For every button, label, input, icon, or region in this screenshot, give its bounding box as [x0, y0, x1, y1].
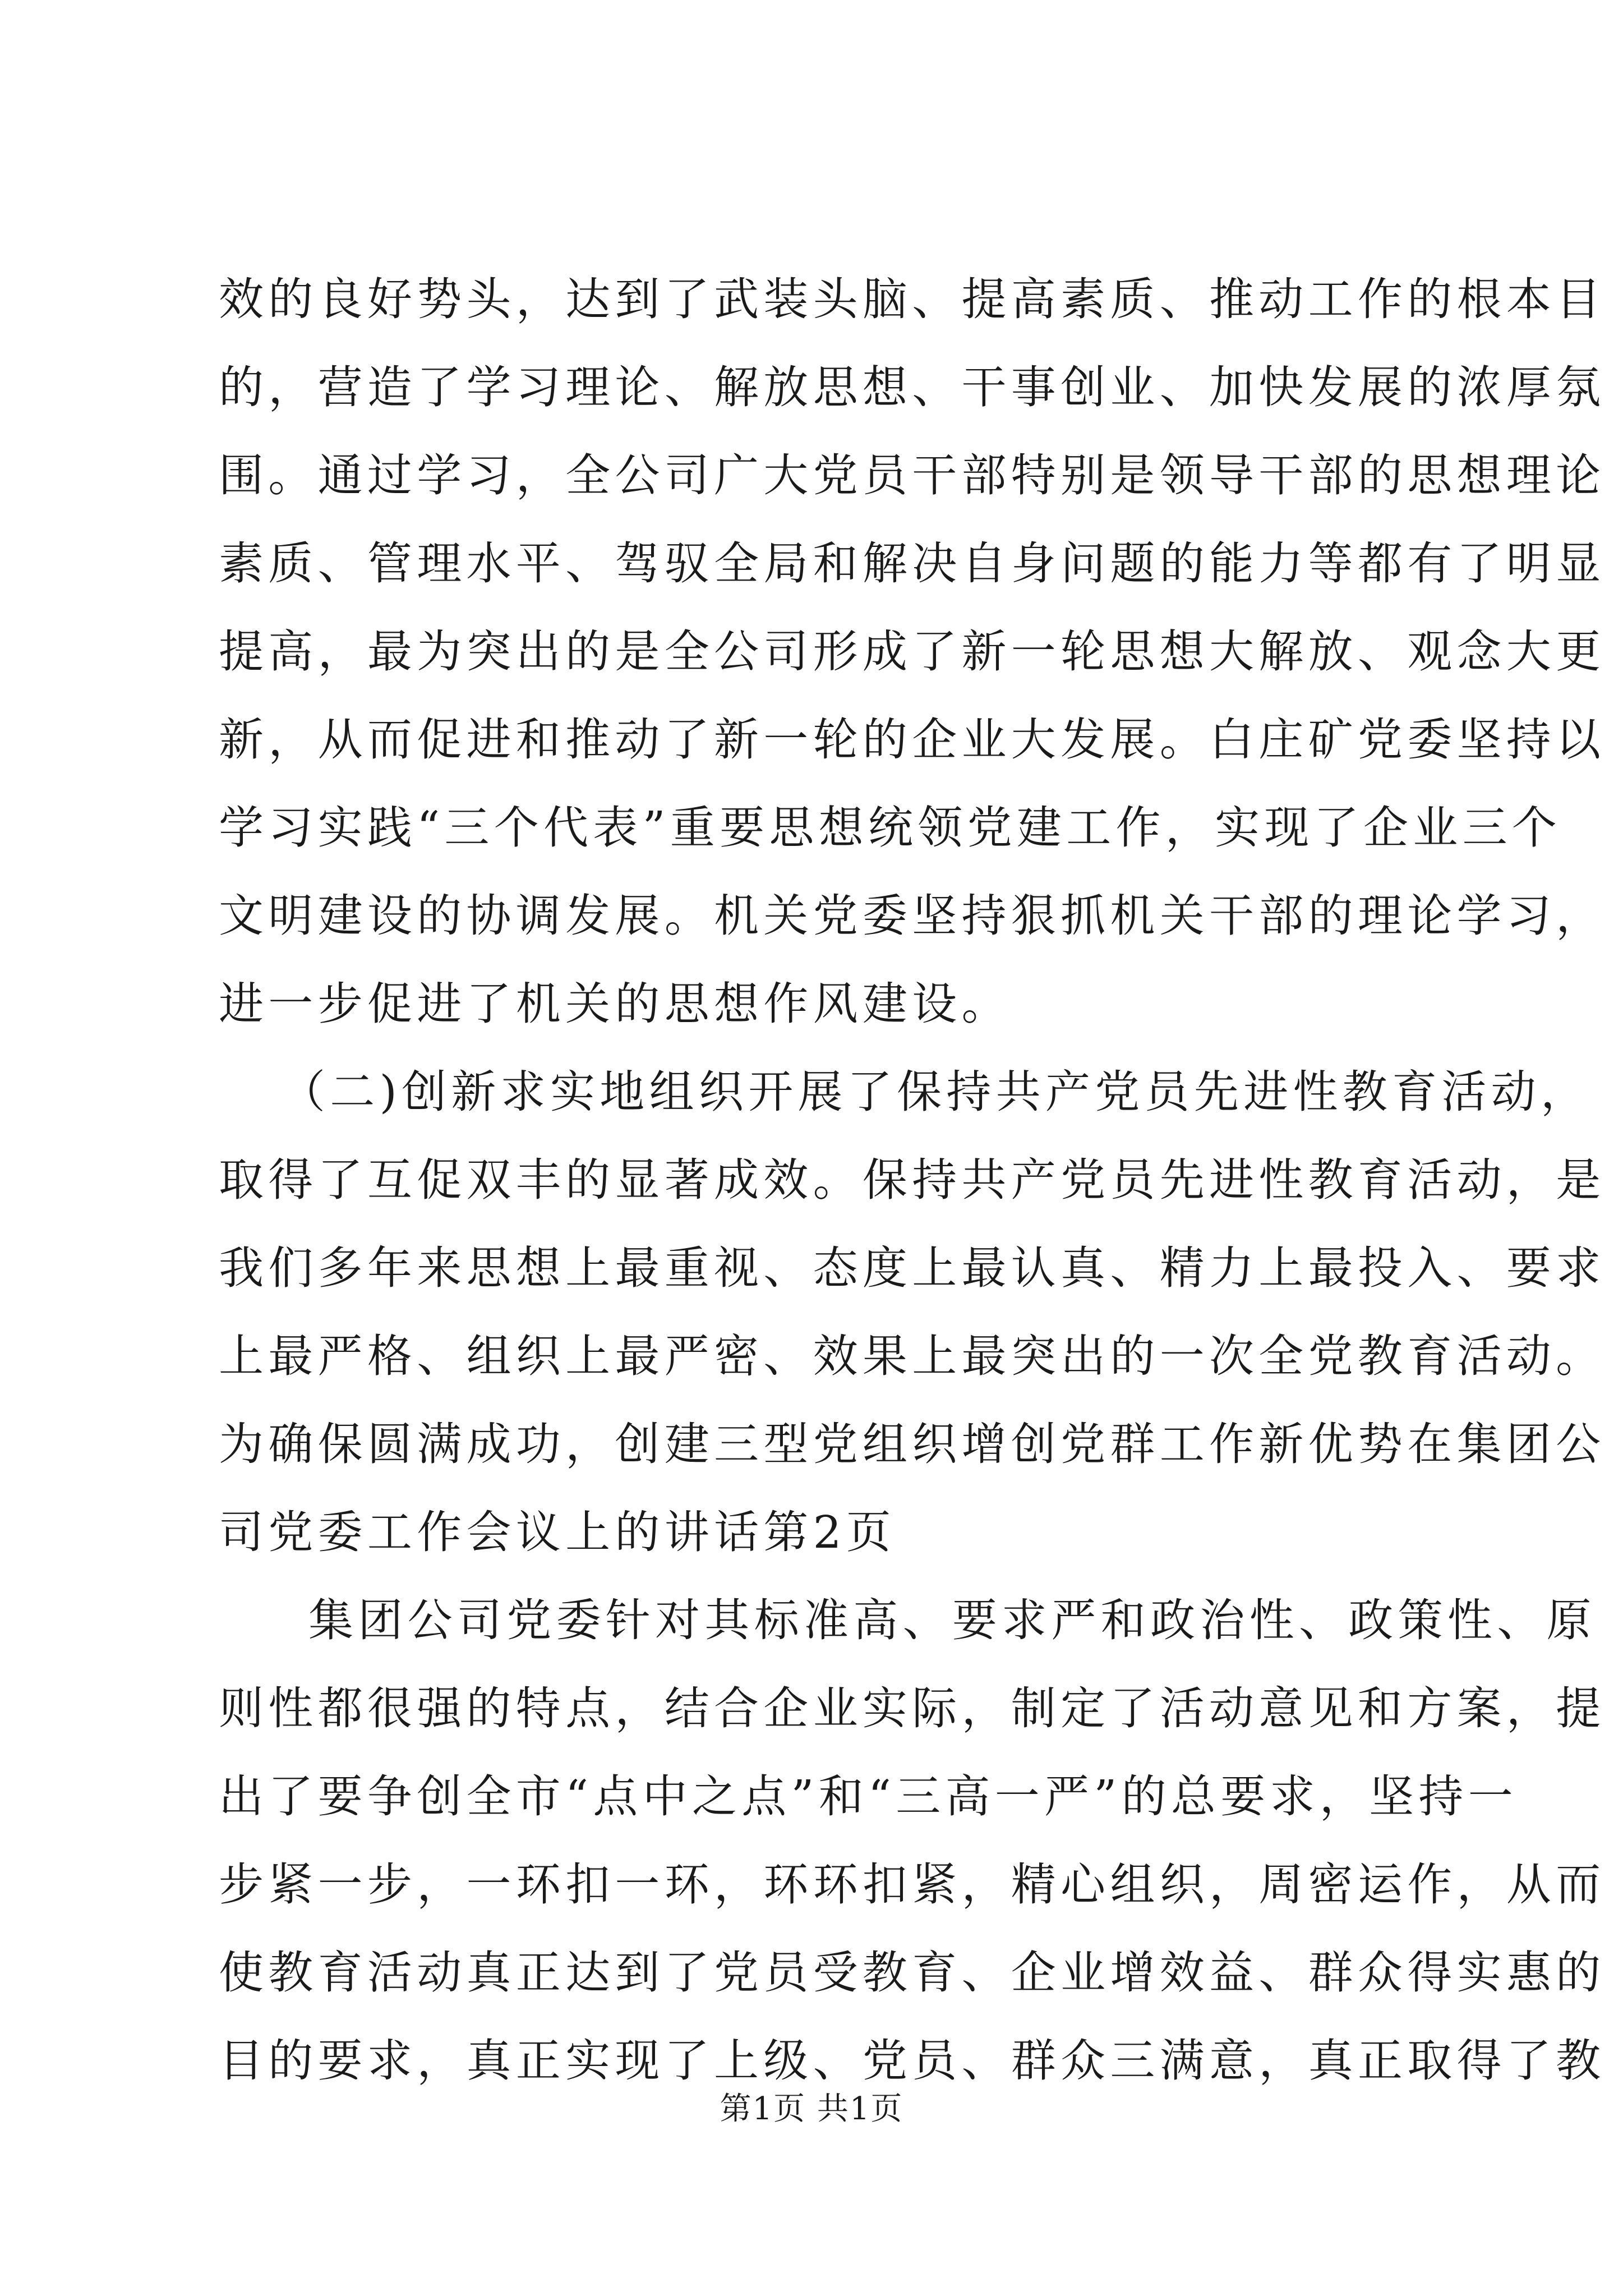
text-line: 使教育活动真正达到了党员受教育、企业增效益、群众得实惠的 [219, 1947, 1606, 1999]
text-line: 学习实践“三个代表”重要思想统领党建工作，实现了企业三个 [219, 802, 1562, 854]
text-line: 提高，最为突出的是全公司形成了新一轮思想大解放、观念大更 [219, 625, 1606, 678]
text-line: 素质、管理水平、驾驭全局和解决自身问题的能力等都有了明显 [219, 537, 1606, 590]
paragraph-first-line: 集团公司党委针对其标准高、要求严和政治性、政策性、原 [308, 1594, 1596, 1646]
text-line: 上最严格、组织上最严密、效果上最突出的一次全党教育活动。 [219, 1330, 1606, 1382]
text-line: 新，从而促进和推动了新一轮的企业大发展。白庄矿党委坚持以 [219, 714, 1606, 766]
text-line: 则性都很强的特点，结合企业实际，制定了活动意见和方案，提 [219, 1682, 1606, 1734]
text-line: 围。通过学习，全公司广大党员干部特别是领导干部的思想理论 [219, 449, 1606, 501]
text-line: 为确保圆满成功，创建三型党组织增创党群工作新优势在集团公 [219, 1418, 1606, 1470]
text-line: 的，营造了学习理论、解放思想、干事创业、加快发展的浓厚氛 [219, 361, 1606, 413]
section-heading-line: （二)创新求实地组织开展了保持共产党员先进性教育活动， [280, 1066, 1590, 1118]
text-line: 取得了互促双丰的显著成效。保持共产党员先进性教育活动，是 [219, 1154, 1606, 1206]
document-body [219, 255, 1606, 2105]
text-line: 我们多年来思想上最重视、态度上最认真、精力上最投入、要求 [219, 1242, 1606, 1294]
text-line: 步紧一步，一环扣一环，环环扣紧，精心组织，周密运作，从而 [219, 1858, 1606, 1911]
text-line: 进一步促进了机关的思想作风建设。 [219, 978, 1011, 1030]
text-line: 文明建设的协调发展。机关党委坚持狠抓机关干部的理论学习， [219, 890, 1606, 942]
text-line: 效的良好势头，达到了武装头脑、提高素质、推动工作的根本目 [219, 273, 1606, 325]
text-line: 司党委工作会议上的讲话第2页 [219, 1506, 896, 1558]
text-line: 目的要求，真正实现了上级、党员、群众三满意，真正取得了教 [219, 2035, 1606, 2087]
page-footer: 第1页 共1页 [720, 2091, 903, 2127]
text-line: 出了要争创全市“点中之点”和“三高一严”的总要求，坚持一 [219, 1770, 1518, 1823]
